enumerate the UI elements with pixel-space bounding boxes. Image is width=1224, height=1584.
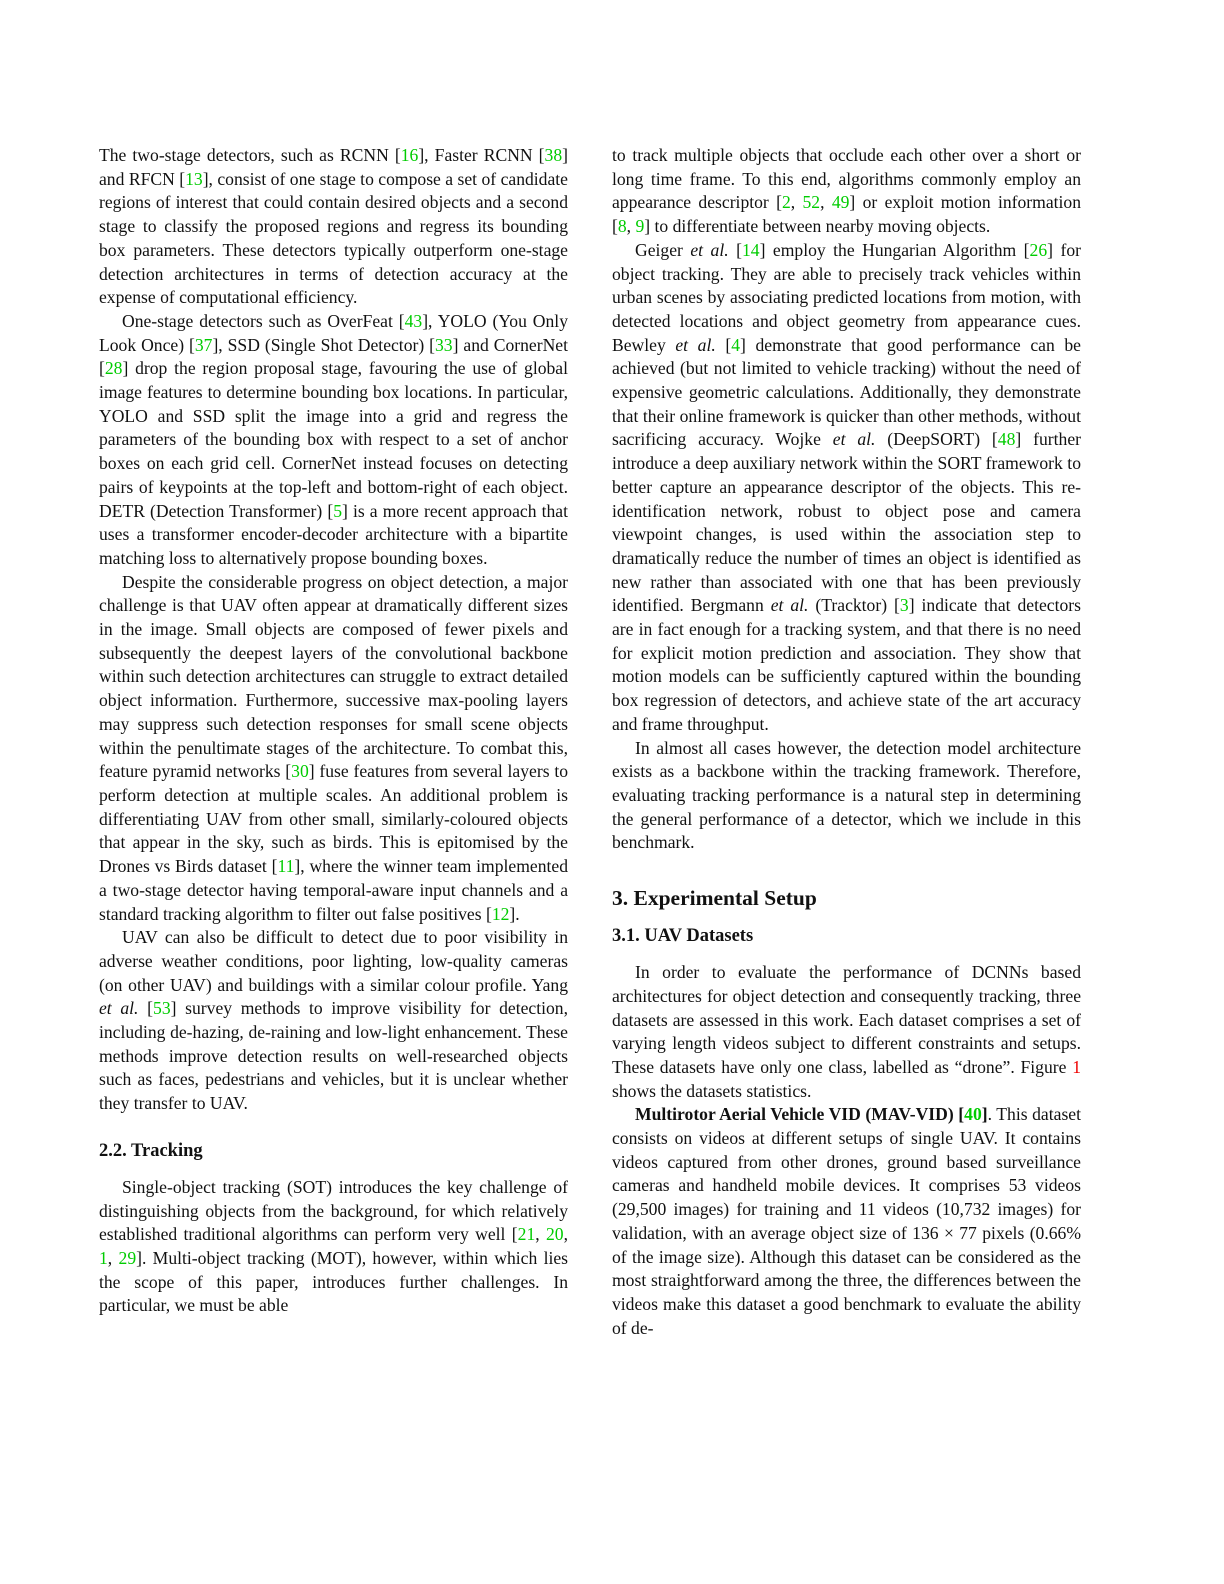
text-span: Despite the considerable progress on object detection, a major challenge is that UAV often appear at dramatically different sizes in the image. Small objects are composed of fewer pixels and subsequently the deepest layers of the convolutional backbone within such detection architectures can struggle to extract detailed object information. Furthermore, successive max-pooling layers may suppress such detection responses for small scene objects within the penultimate stages of the architecture. To combat this, feature pyramid networks [ (99, 571, 568, 782)
text-span: . This dataset consists on videos at different setups of single UAV. It contains videos captured from other drones, ground based surveillance cameras and handheld mobile devices. It comprises 53 videos (29,500 images) for training and 11 videos (10,732 images) for validation, with an average object size of 136 × 77 pixels (0.66% of the image size). Although this dataset can be considered as the most straightforward among the three, the differences between the videos make this dataset a good benchmark to evaluate the ability of de- (612, 1104, 1081, 1338)
text-span: shows the datasets statistics. (612, 1080, 812, 1101)
text-span: ] drop the region proposal stage, favouring the use of global image features to determine bounding box locations. In particular, YOLO and SSD split the image into a grid and regress the parameters of the bounding box with respect to a set of anchor boxes on each grid cell. CornerNet instead focuses on detecting pairs of keypoints at the top-left and bottom-right of each object. DETR (Detection Transformer) [ (99, 358, 568, 521)
citation-link[interactable]: 48 (997, 429, 1016, 450)
citation-link[interactable]: 53 (153, 998, 171, 1019)
citation-link[interactable]: 8 (617, 216, 627, 237)
text-span: ], SSD (Single Shot Detector) [ (212, 334, 435, 355)
et-al-italic: et al. (690, 239, 729, 260)
separator: , (563, 1224, 568, 1245)
figure-reference-link[interactable]: 1 (1072, 1056, 1081, 1077)
paragraph-datasets-intro (612, 961, 1081, 1103)
text-span: ] and CornerNet [ (99, 334, 568, 379)
text-span: ] to differentiate between nearby moving objects. (644, 216, 991, 237)
text-span: (Tracktor) [ (808, 595, 900, 616)
section-heading-tracking: 2.2. Tracking (99, 1140, 203, 1161)
citation-link[interactable]: 40 (964, 1104, 982, 1125)
text-span: In order to evaluate the performance of DCNNs based architectures for object detection and consequently tracking, three datasets are assessed in this work. Each dataset comprises a set of varying length videos subject to different constraints and setups. These datasets have only one class, labelled as “drone”. Figure (612, 962, 1081, 1077)
text-span: One-stage detectors such as OverFeat [ (122, 310, 405, 331)
citation-link[interactable]: 16 (400, 145, 419, 165)
dataset-name-text: Multirotor Aerial Vehicle VID (MAV-VID) [ (635, 1104, 965, 1125)
et-al-italic: et al. (770, 595, 809, 616)
et-al-italic: et al. (99, 998, 139, 1019)
citation-link[interactable]: 9 (635, 216, 645, 237)
text-span: UAV can also be difficult to detect due to poor visibility in adverse weather conditions, poor lighting, low-quality cameras (on other UAV) and buildings with a similar colour profile. Yang (99, 927, 568, 995)
citation-link[interactable]: 28 (104, 358, 123, 379)
citation-link[interactable]: 26 (1029, 239, 1048, 260)
text-span: (DeepSORT) [ (875, 429, 998, 450)
text-span: ] survey methods to improve visibility for detection, including de-hazing, de-raining and low-light enhancement. These methods improve detection results on well-researched objects such as faces, pedestrians and vehicles, but it is unclear whether they transfer to UAV. (99, 998, 569, 1114)
citation-link[interactable]: 20 (546, 1224, 564, 1245)
separator: , (790, 192, 803, 213)
text-span: [ (715, 334, 732, 355)
text-span: ], YOLO (You Only Look Once) [ (99, 310, 568, 355)
paragraph-visibility (99, 926, 568, 1116)
citation-link[interactable]: 21 (517, 1224, 536, 1245)
text-span: ]. (509, 903, 520, 924)
citation-link[interactable]: 38 (544, 145, 563, 165)
paragraph-single-object-tracking (99, 1176, 568, 1318)
citation-link[interactable]: 49 (831, 192, 850, 213)
text-span: Geiger (635, 239, 691, 260)
text-span: ], consist of one stage to compose a set of candidate regions of interest that could contain desired objects and a second stage to classify the proposed regions and regress its bounding box parameters. These detectors typically outperform one-stage detection architectures in terms of detection accuracy at the expense of computational efficiency. (99, 168, 568, 308)
paragraph-benchmark-motivation (612, 737, 1081, 856)
paragraph-one-stage-detectors (99, 310, 568, 571)
citation-link[interactable]: 3 (899, 595, 909, 616)
citation-link[interactable]: 43 (404, 310, 423, 331)
text-span: ] or exploit motion information [ (612, 192, 1082, 237)
paragraph-detection-challenges (99, 571, 568, 927)
text-span: ] employ the Hungarian Algorithm [ (759, 239, 1030, 260)
citation-link[interactable]: 13 (185, 168, 203, 189)
citation-link[interactable]: 52 (802, 192, 821, 213)
citation-link[interactable]: 33 (435, 334, 453, 355)
paragraph-tracking-methods (612, 239, 1081, 737)
paragraph-multi-object-tracking (612, 144, 1081, 239)
dataset-name (635, 1104, 988, 1124)
citation-link[interactable]: 5 (333, 500, 342, 521)
et-al-italic: et al. (675, 334, 716, 355)
citation-link[interactable]: 29 (118, 1247, 137, 1268)
text-span: ] and RFCN [ (99, 145, 568, 189)
text-span: ] is a more recent approach that uses a transformer encoder-decoder architecture with a bipartite matching loss to alternatively propose bounding boxes. (99, 500, 568, 568)
citation-link[interactable]: 1 (99, 1247, 108, 1268)
text-span: [ (138, 998, 154, 1019)
section-heading-experimental-setup: 3. Experimental Setup (612, 886, 817, 911)
text-span: to track multiple objects that occlude each other over a short or long time frame. To this end, algorithms commonly employ an appearance descriptor [ (612, 145, 1081, 213)
text-span: Single-object tracking (SOT) introduces the key challenge of distinguishing objects from the background, for which relatively established traditional algorithms can perform very well [ (99, 1176, 568, 1245)
et-al-italic: et al. (832, 429, 876, 450)
citation-link[interactable]: 14 (741, 239, 760, 260)
text-span: ], Faster RCNN [ (418, 145, 545, 165)
section-heading-uav-datasets: 3.1. UAV Datasets (612, 926, 754, 947)
citation-link[interactable]: 37 (194, 334, 213, 355)
separator: , (820, 192, 832, 213)
text-span: ] indicate that detectors are in fact enough for a tracking system, and that there is no need for explicit motion prediction and association. They show that motion models can be sufficiently captured within the bounding box regression of detectors, and achieve state of the art accuracy and frame throughput. (612, 595, 1081, 734)
text-span: ] further introduce a deep auxiliary network within the SORT framework to better capture an appearance descriptor of the objects. This re-identification network, robust to object pose and camera viewpoint changes, is used within the association step to dramatically reduce the number of times an object is identified as new rather than associated with one that has been previously identified. Bergmann (612, 429, 1081, 616)
separator: , (107, 1247, 119, 1268)
dataset-name-text: ] (981, 1104, 988, 1125)
text-span: [ (728, 239, 742, 260)
separator: , (626, 216, 636, 237)
separator: , (535, 1224, 546, 1245)
left-column (99, 144, 568, 1318)
right-column (612, 144, 1081, 1340)
text-span: ] fuse features from several layers to perform detection at multiple scales. An additional problem is differentiating UAV from other small, similarly-coloured objects that appear in the sky, such as birds. This is epitomised by the Drones vs Birds dataset [ (99, 761, 569, 877)
citation-link[interactable]: 11 (277, 856, 295, 877)
text-span: ], where the winner team implemented a two-stage detector having temporal-aware input channels and a standard tracking algorithm to filter out false positives [ (99, 856, 568, 924)
citation-link[interactable]: 2 (781, 192, 791, 213)
text-span: ]. Multi-object tracking (MOT), however, within which lies the scope of this paper, introduces further challenges. In particular, we must be able (99, 1247, 569, 1316)
citation-link[interactable]: 12 (491, 903, 510, 924)
text-span: ] demonstrate that good performance can be achieved (but not limited to vehicle tracking) without the need of expensive geometric calculations. Additionally, they demonstrate that their online framework is quicker than other methods, without sacrificing accuracy. Wojke (612, 334, 1081, 450)
citation-link[interactable]: 4 (731, 334, 741, 355)
paragraph-two-stage-detectors (99, 144, 568, 310)
text-span: ] for object tracking. They are able to precisely track vehicles within urban scenes by associating predicted locations from motion, with detected locations and object geometry from appearance cues. Bewley (612, 239, 1081, 355)
paragraph-mav-vid-dataset (612, 1103, 1081, 1340)
text-span: In almost all cases however, the detection model architecture exists as a backbone within the tracking framework. Therefore, evaluating tracking performance is a natural step in determining the general performance of a detector, which we include in this benchmark. (612, 737, 1081, 853)
citation-link[interactable]: 30 (291, 761, 309, 782)
text-span: The two-stage detectors, such as RCNN [ (99, 145, 401, 165)
